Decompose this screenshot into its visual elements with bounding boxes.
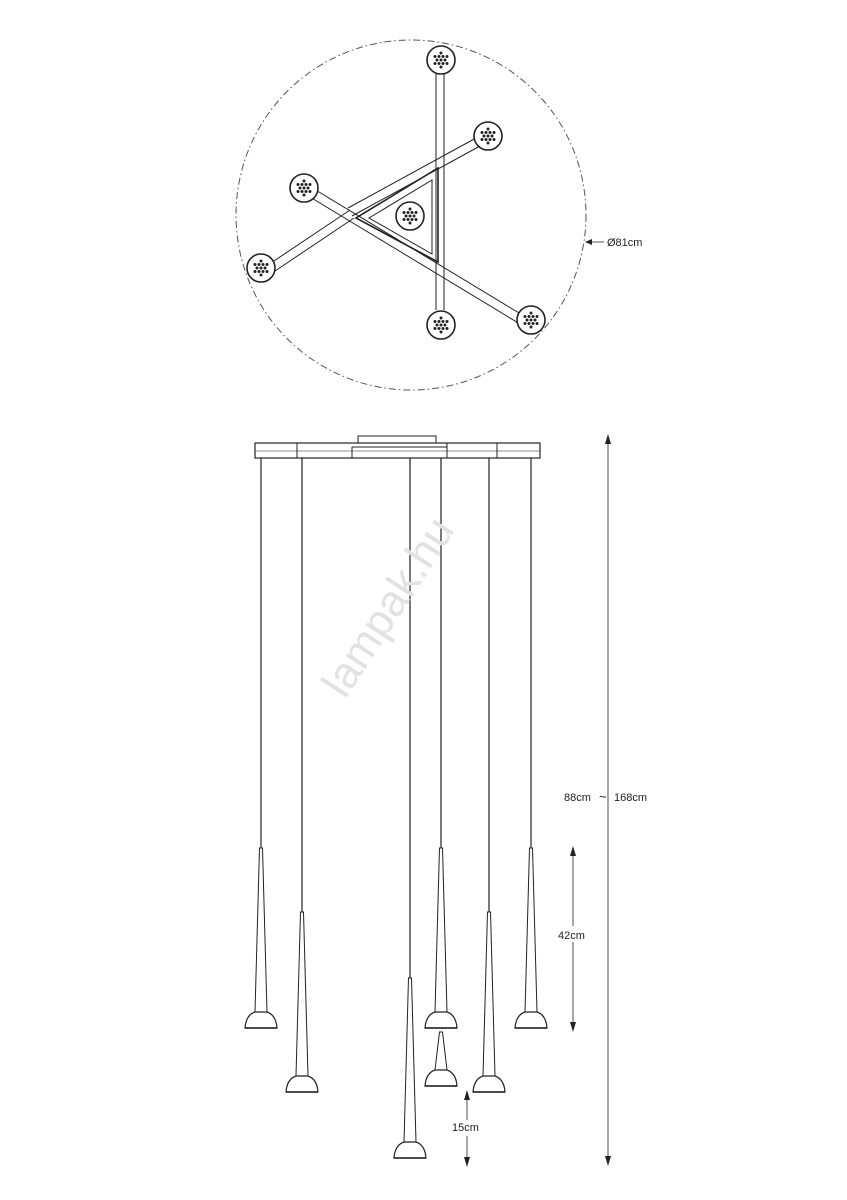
light-head-6 <box>427 311 455 339</box>
light-head-7 <box>517 306 545 334</box>
light-head-5 <box>247 254 275 282</box>
drop-offset-label: 15cm <box>452 1122 479 1134</box>
top-view <box>236 40 642 390</box>
canopy-top-plate <box>358 436 436 443</box>
drop-offset-dimension <box>450 1090 486 1167</box>
watermark: lampak.hu <box>312 508 464 706</box>
light-head-3 <box>290 174 318 202</box>
pendant-5 <box>425 1032 457 1086</box>
light-head-2 <box>474 122 502 150</box>
diameter-callout <box>585 237 642 249</box>
diameter-label: Ø81cm <box>607 237 643 249</box>
pendant-2 <box>286 458 318 1092</box>
height-range-symbol: ~ <box>599 789 607 804</box>
pendant-6 <box>473 458 505 1092</box>
height-dimension <box>564 434 647 1166</box>
arm-lower-left <box>271 210 354 271</box>
height-max-label: 168cm <box>614 792 648 804</box>
pendant-1 <box>245 458 277 1028</box>
light-head-4 <box>396 202 424 230</box>
pendant-7 <box>515 458 547 1028</box>
shade-length-label: 42cm <box>558 930 585 942</box>
light-head-1 <box>427 46 455 74</box>
shade-length-dimension <box>556 846 592 1032</box>
height-min-label: 88cm <box>564 792 591 804</box>
